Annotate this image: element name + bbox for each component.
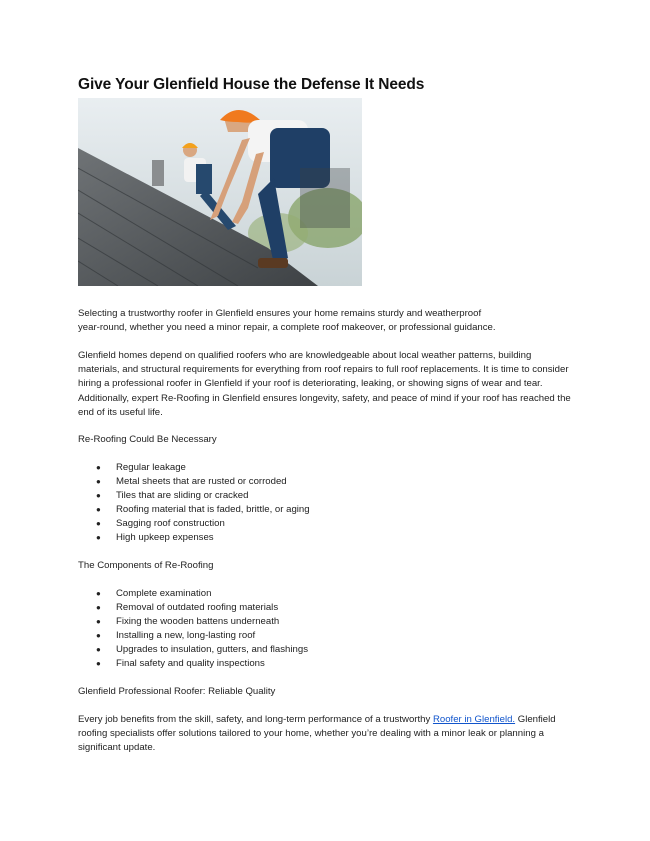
section-heading-re-roofing-necessary: Re-Roofing Could Be Necessary	[78, 434, 217, 445]
list-item: ● Sagging roof construction	[78, 517, 310, 531]
re-roofing-signs-list	[78, 461, 310, 546]
bullet-icon: ●	[96, 617, 101, 627]
list-item: ● Roofing material that is faded, brittle, or aging	[78, 503, 310, 517]
list-item: ● Metal sheets that are rusted or corroded	[78, 475, 310, 489]
section-heading-professional-roofer: Glenfield Professional Roofer: Reliable Quality	[78, 686, 276, 697]
bullet-icon: ●	[96, 519, 101, 529]
bullet-icon: ●	[96, 533, 101, 543]
bullet-icon: ●	[96, 603, 101, 613]
bullet-icon: ●	[96, 659, 101, 669]
list-item: ● Final safety and quality inspections	[78, 657, 308, 671]
page-title: Give Your Glenfield House the Defense It Needs	[78, 76, 425, 93]
re-roofing-components-list	[78, 587, 308, 672]
bullet-icon: ●	[96, 645, 101, 655]
list-item: ● Regular leakage	[78, 461, 310, 475]
list-item: ● Complete examination	[78, 587, 308, 601]
bullet-icon: ●	[96, 463, 101, 472]
list-item: ● Removal of outdated roofing materials	[78, 601, 308, 615]
intro-paragraph	[78, 307, 574, 335]
intro-line-2: year-round, whether you need a minor repair, a complete roof makeover, or professional guidance.	[78, 322, 496, 334]
list-item: ● Tiles that are sliding or cracked	[78, 489, 310, 503]
list-item: ● Installing a new, long-lasting roof	[78, 629, 308, 643]
section-heading-components: The Components of Re-Roofing	[78, 560, 214, 571]
list-item: ● Fixing the wooden battens underneath	[78, 615, 308, 629]
list-item: ● High upkeep expenses	[78, 531, 310, 545]
bullet-icon: ●	[96, 477, 101, 487]
second-paragraph: Glenfield homes depend on qualified roofers who are knowledgeable about local weather patterns, building materials, and structural requirements for everything from roof repairs to full roof replacements. It is time to consider hiring a professional roofer in Glenfield if your roof is deteriorating, leaking, or showing signs of wear and tear. Additionally, expert Re-Roofing in Glenfield ensures longevity, safety, and peace of mind if your roof has reached the end of its useful life.	[78, 350, 571, 418]
intro-line-1: Selecting a trustworthy roofer in Glenfield ensures your home remains sturdy and weatherproof	[78, 308, 482, 319]
bullet-icon: ●	[96, 491, 101, 501]
roofers-photo	[78, 98, 362, 286]
closing-paragraph: Every job benefits from the skill, safety, and long-term performance of a trustworthy Roofer in Glenfield. Glenfield roofing specialists offer solutions tailored to your home, whether you’re dealing with a minor leak or planning a significant update.	[78, 714, 556, 754]
list-item: ● Upgrades to insulation, gutters, and flashings	[78, 643, 308, 657]
roofer-in-glenfield-link[interactable]: Roofer in Glenfield.	[432, 714, 516, 725]
bullet-icon: ●	[96, 589, 101, 598]
bullet-icon: ●	[96, 505, 101, 515]
bullet-icon: ●	[96, 631, 101, 641]
